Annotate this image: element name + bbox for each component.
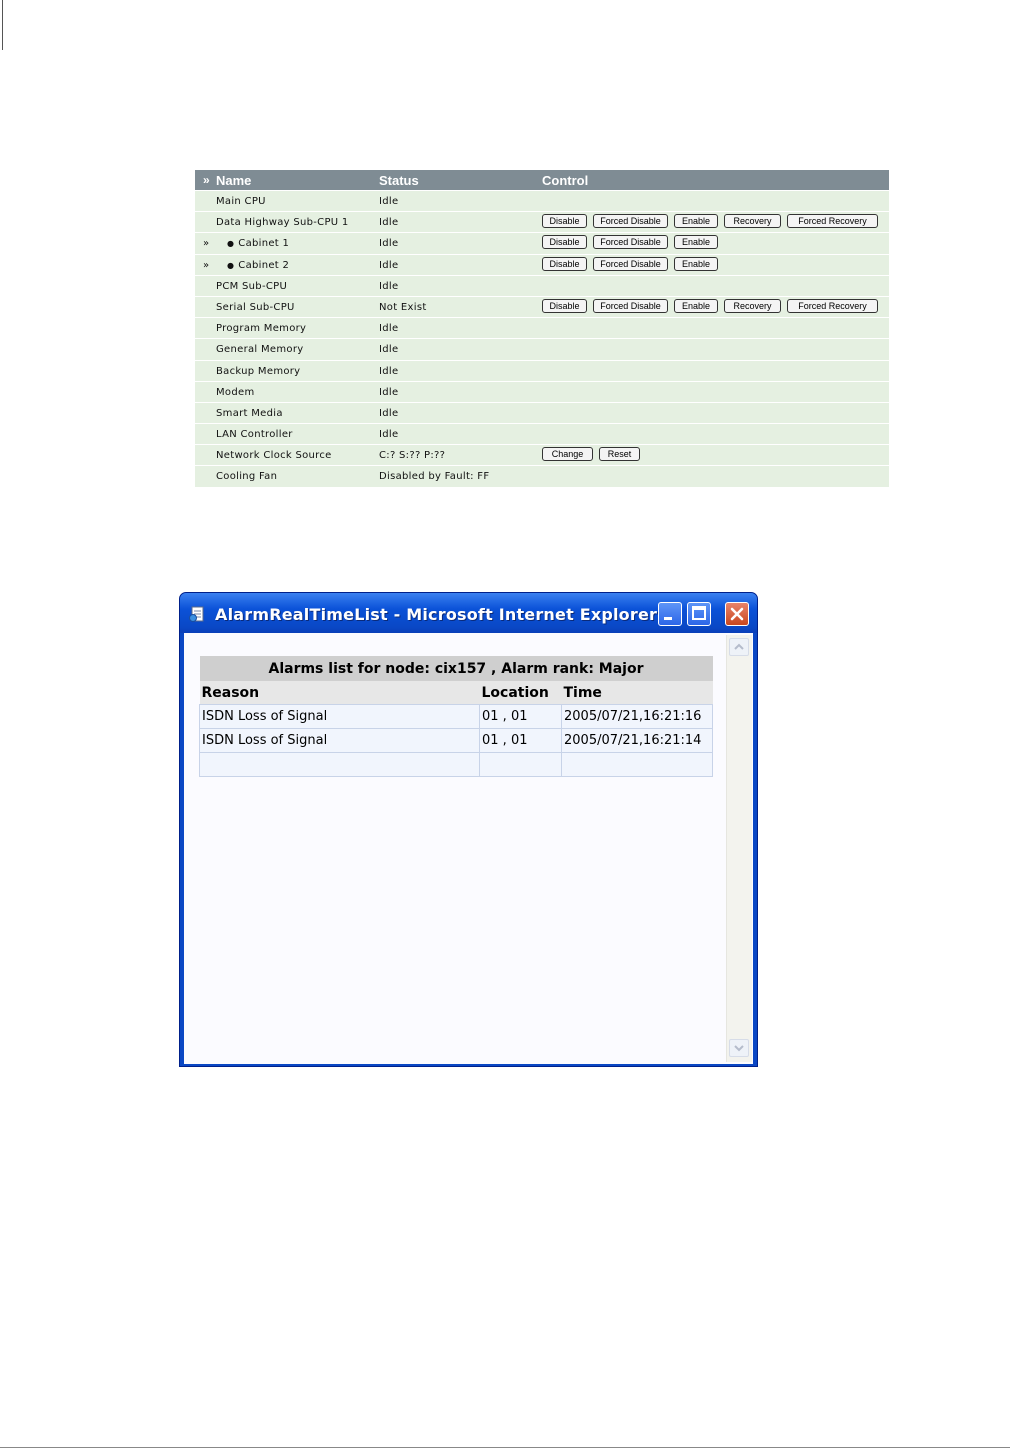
alarm-row	[200, 705, 713, 729]
forced-recovery-button[interactable]: Forced Recovery	[787, 214, 878, 228]
status-table-body	[195, 191, 889, 488]
scroll-up-icon	[730, 639, 748, 655]
column-header-name: Name	[216, 173, 252, 188]
expand-chevron-icon[interactable]: »	[203, 238, 210, 250]
component-status: Idle	[379, 238, 399, 250]
component-name-text: Network Clock Source	[216, 450, 332, 462]
alarm-list-window	[179, 592, 758, 1067]
component-name	[216, 471, 277, 482]
alarm-location	[480, 753, 562, 777]
component-name	[216, 429, 293, 440]
expand-chevron-icon[interactable]: »	[203, 259, 210, 271]
reset-button[interactable]: Reset	[599, 447, 640, 461]
component-name	[216, 408, 283, 419]
component-status: Idle	[379, 365, 399, 377]
window-content	[184, 633, 753, 1064]
alarms-caption: Alarms list for node: cix157 , Alarm rank: Major	[200, 656, 713, 681]
scroll-up-button[interactable]	[729, 638, 749, 656]
component-name	[227, 260, 289, 271]
alarm-row	[200, 753, 713, 777]
scroll-down-button[interactable]	[729, 1039, 749, 1057]
component-name-text: Main CPU	[216, 196, 266, 207]
component-status: Idle	[379, 344, 399, 356]
alarm-reason: ISDN Loss of Signal	[200, 705, 480, 729]
column-header-status: Status	[379, 173, 419, 188]
status-row	[195, 466, 889, 487]
component-name-text: Serial Sub-CPU	[216, 301, 295, 313]
enable-button[interactable]: Enable	[674, 214, 718, 228]
component-status: Idle	[379, 280, 399, 292]
component-name-text: General Memory	[216, 344, 304, 356]
column-header-reason: Reason	[200, 681, 480, 705]
component-name-text: PCM Sub-CPU	[216, 280, 288, 292]
component-name	[216, 281, 287, 292]
component-status: Idle	[379, 196, 399, 207]
maximize-button[interactable]	[687, 602, 711, 626]
minimize-button[interactable]	[658, 602, 682, 626]
component-status: Idle	[379, 407, 399, 419]
disable-button[interactable]: Disable	[542, 214, 587, 228]
component-name	[216, 366, 300, 377]
window-titlebar[interactable]	[180, 593, 757, 633]
alarm-location: 01 , 01	[480, 705, 562, 729]
enable-button[interactable]: Enable	[674, 235, 718, 249]
status-row	[195, 318, 889, 339]
column-header-time: Time	[562, 681, 713, 705]
forced-recovery-button[interactable]: Forced Recovery	[787, 299, 878, 313]
status-row	[195, 382, 889, 403]
alarms-table-body	[200, 705, 713, 777]
status-row	[195, 424, 889, 445]
minimize-icon	[659, 603, 681, 625]
status-row	[195, 297, 889, 318]
page-bottom-rule	[0, 1447, 1010, 1448]
status-row	[195, 445, 889, 466]
page-margin-mark	[2, 0, 3, 50]
component-status: Disabled by Fault: FF	[379, 471, 490, 483]
close-button[interactable]	[725, 602, 749, 626]
component-status: Idle	[379, 429, 399, 441]
double-chevron-icon: »	[203, 173, 210, 187]
status-row	[195, 276, 889, 297]
component-status: Idle	[379, 323, 399, 335]
component-name	[227, 238, 289, 249]
component-name	[216, 387, 255, 398]
component-status: Idle	[379, 217, 399, 229]
alarm-time	[562, 753, 713, 777]
bullet-icon: ●	[227, 260, 235, 270]
disable-button[interactable]: Disable	[542, 235, 587, 249]
disable-button[interactable]: Disable	[542, 299, 587, 313]
component-name-text: Modem	[216, 386, 255, 398]
component-name-text: Cooling Fan	[216, 471, 278, 483]
alarm-row	[200, 729, 713, 753]
component-name	[216, 302, 295, 313]
status-row	[195, 191, 889, 212]
alarm-reason	[200, 753, 480, 777]
alarm-time: 2005/07/21,16:21:16	[562, 705, 713, 729]
recovery-button[interactable]: Recovery	[724, 299, 781, 313]
component-name	[216, 217, 349, 228]
forced-disable-button[interactable]: Forced Disable	[593, 235, 668, 249]
status-row	[195, 339, 889, 360]
window-title: AlarmRealTimeList - Microsoft Internet Explorer	[215, 605, 658, 624]
disable-button[interactable]: Disable	[542, 257, 587, 271]
status-row	[195, 361, 889, 382]
component-status: Not Exist	[379, 301, 427, 313]
component-name-text: Cabinet 1	[238, 238, 290, 250]
component-name	[216, 323, 306, 334]
component-status-table	[195, 170, 889, 503]
column-header-control: Control	[542, 173, 589, 188]
component-name-text: Backup Memory	[216, 365, 301, 377]
component-name	[216, 344, 303, 355]
forced-disable-button[interactable]: Forced Disable	[593, 214, 668, 228]
alarm-reason: ISDN Loss of Signal	[200, 729, 480, 753]
forced-disable-button[interactable]: Forced Disable	[593, 299, 668, 313]
enable-button[interactable]: Enable	[674, 257, 718, 271]
bullet-icon: ●	[227, 239, 235, 249]
status-row	[195, 233, 889, 254]
change-button[interactable]: Change	[542, 447, 593, 461]
forced-disable-button[interactable]: Forced Disable	[593, 257, 668, 271]
column-header-location: Location	[480, 681, 562, 705]
ie-page-icon	[189, 606, 205, 622]
component-name-text: Program Memory	[216, 323, 307, 335]
alarm-time: 2005/07/21,16:21:14	[562, 729, 713, 753]
status-row	[195, 255, 889, 276]
status-table-header	[195, 170, 889, 191]
close-icon	[726, 603, 748, 625]
component-name	[216, 196, 266, 207]
component-name-text: Data Highway Sub-CPU 1	[216, 217, 349, 229]
component-name-text: Cabinet 2	[238, 259, 290, 271]
component-status: Idle	[379, 386, 399, 398]
alarms-table	[199, 656, 713, 777]
scroll-down-icon	[730, 1040, 748, 1056]
vertical-scrollbar[interactable]	[726, 635, 752, 1062]
component-status: Idle	[379, 259, 399, 271]
component-name	[216, 450, 332, 461]
alarm-location: 01 , 01	[480, 729, 562, 753]
component-status: C:? S:?? P:??	[379, 450, 446, 462]
status-row	[195, 212, 889, 233]
recovery-button[interactable]: Recovery	[724, 214, 781, 228]
component-name-text: LAN Controller	[216, 429, 293, 441]
maximize-icon	[688, 603, 710, 625]
status-row	[195, 403, 889, 424]
component-name-text: Smart Media	[216, 407, 283, 419]
enable-button[interactable]: Enable	[674, 299, 718, 313]
